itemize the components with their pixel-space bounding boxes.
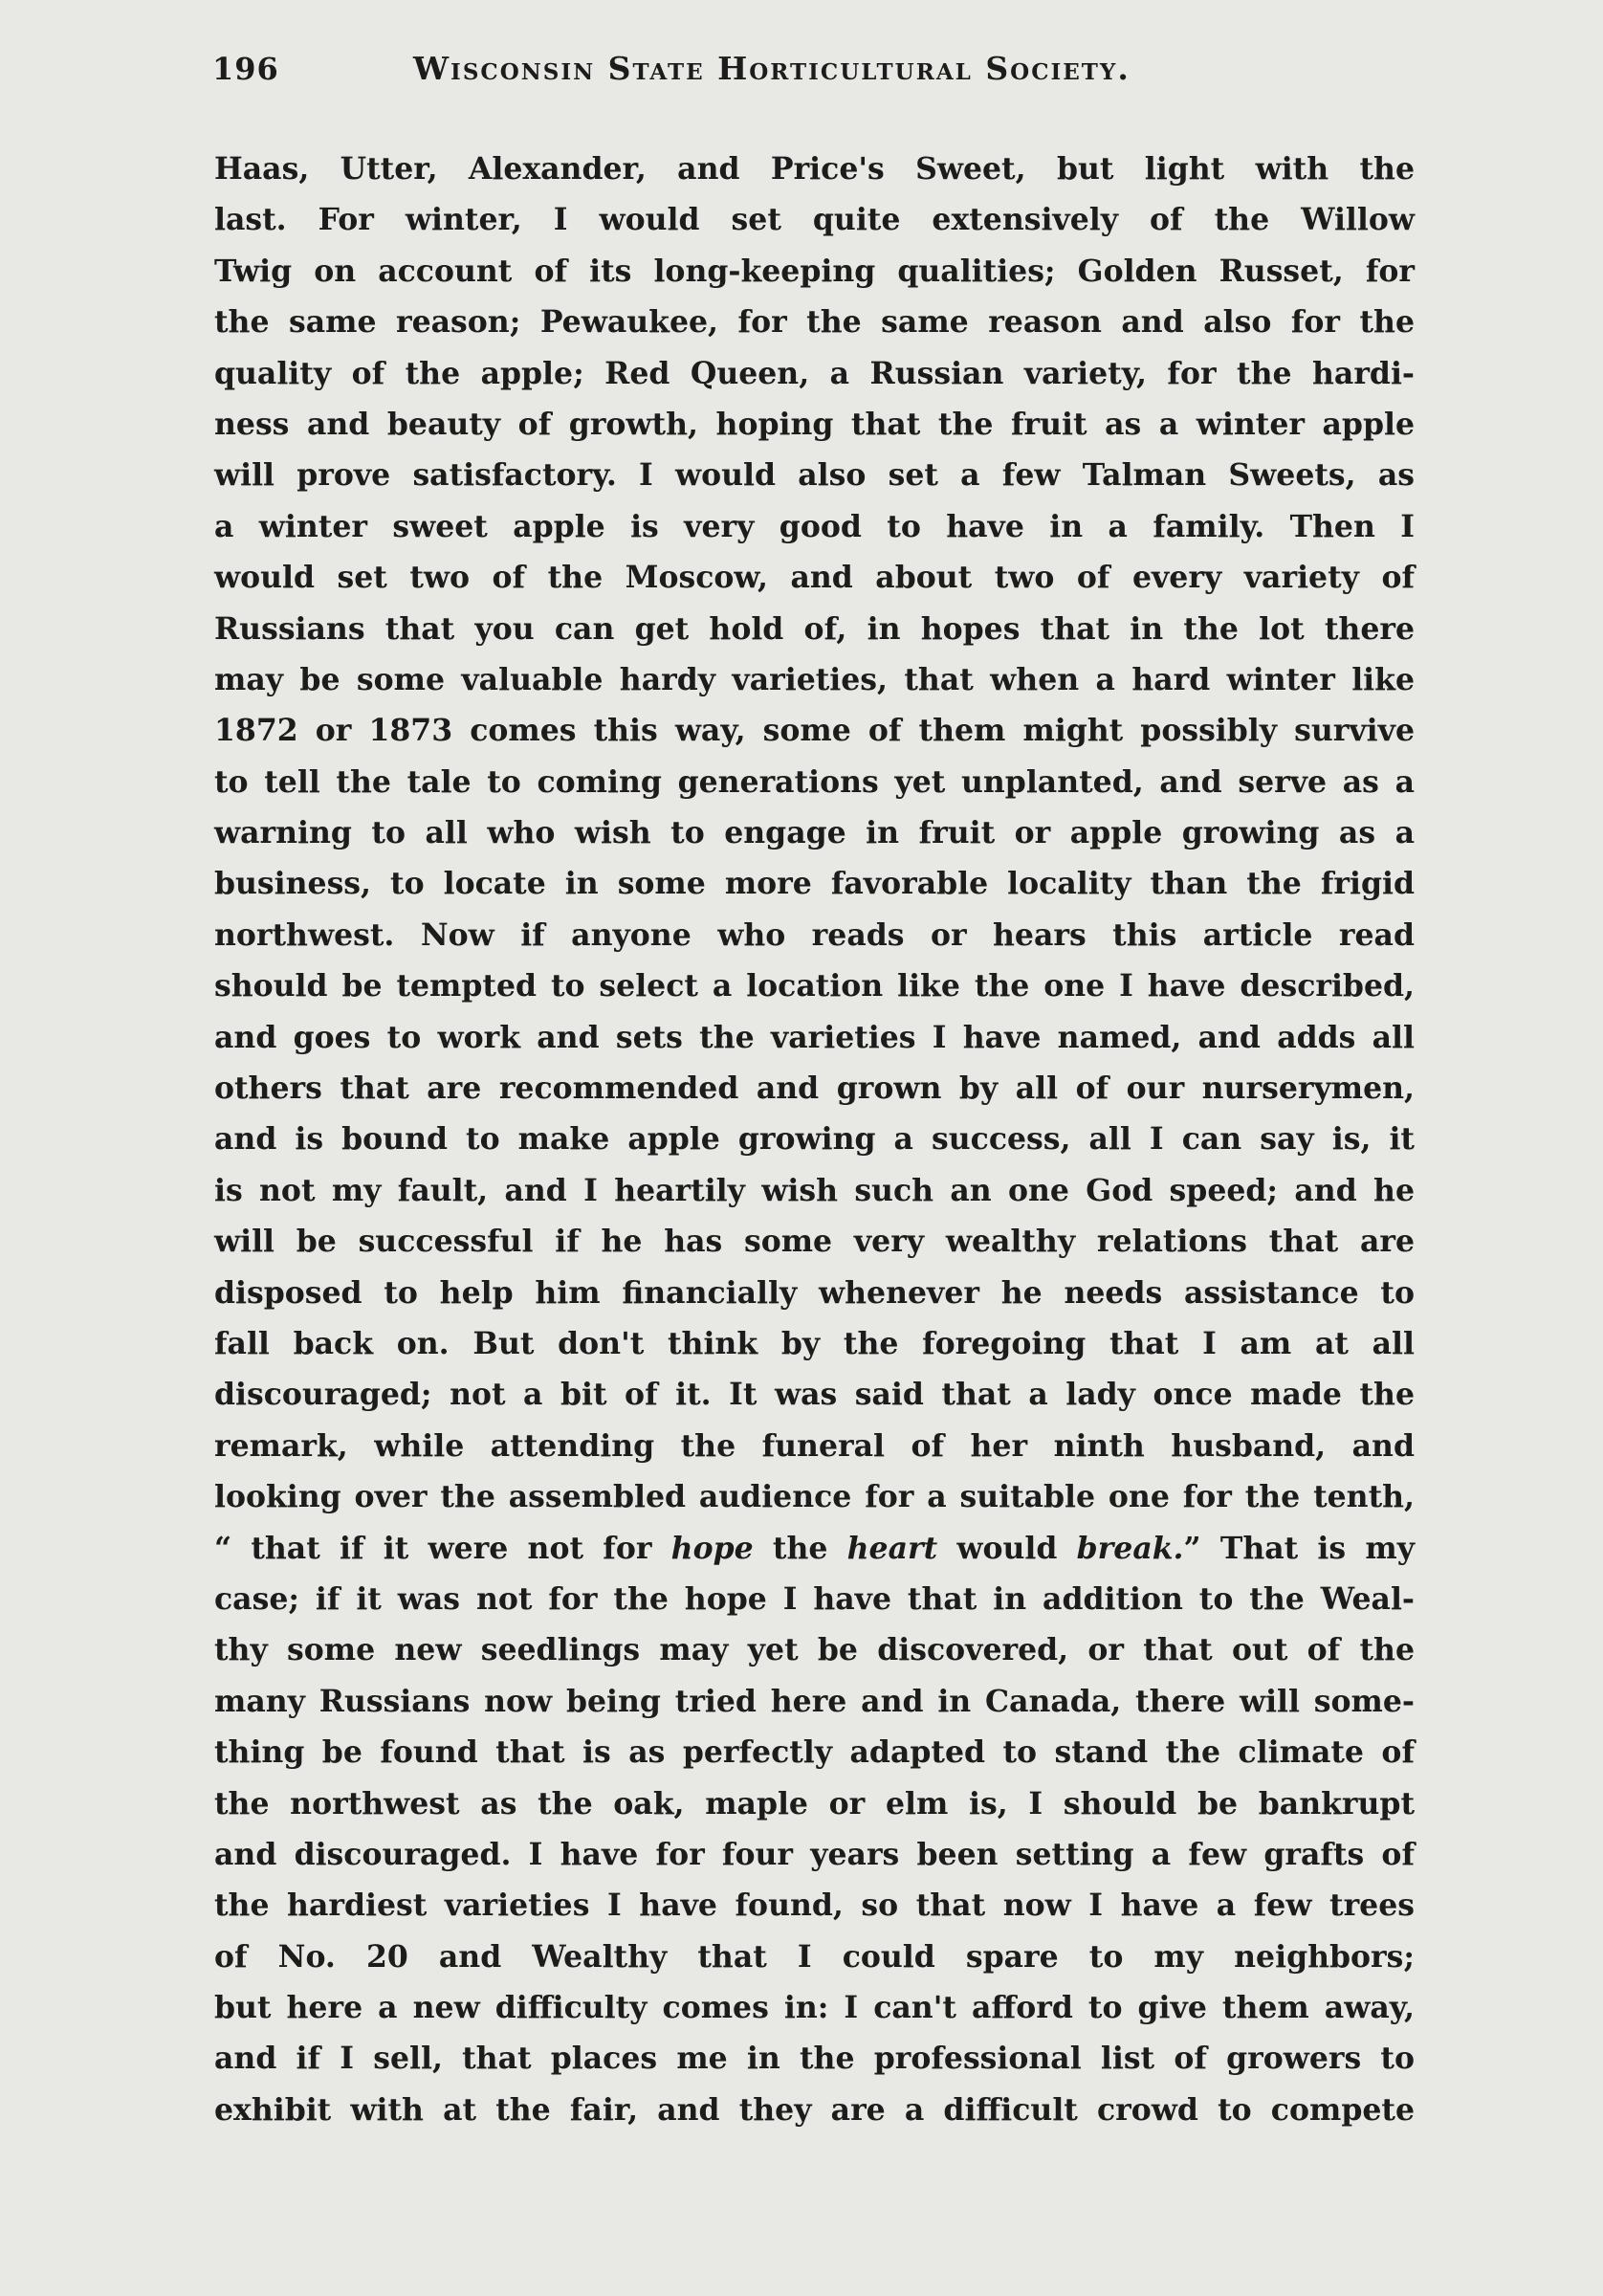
text-line: thy some new seedlings may yet be discovered, or that out of the [214, 1632, 1415, 1668]
text-line: of No. 20 and Wealthy that I could spare to my neighbors; [214, 1938, 1415, 1975]
text-line: quality of the apple; Red Queen, a Russian variety, for the hardi- [214, 355, 1415, 391]
text-line: may be some valuable hardy varieties, that when a hard winter like [214, 661, 1415, 697]
text-line: will be successful if he has some very wealthy relations that are [214, 1224, 1415, 1260]
text-line: exhibit with at the fair, and they are a difficult crowd to compete [214, 2091, 1415, 2128]
text-line: Russians that you can get hold of, in hopes that in the lot there [214, 610, 1415, 647]
text-line: others that are recommended and grown by all of our nurserymen, [214, 1071, 1415, 1107]
text-line: disposed to help him financially whenever he needs assistance to [214, 1274, 1415, 1311]
running-head [212, 50, 1417, 107]
text-line: and goes to work and sets the varieties I have named, and adds all [214, 1019, 1415, 1055]
text-line: is not my fault, and I heartily wish such an one God speed; and he [214, 1172, 1415, 1208]
text-line: Twig on account of its long-keeping qualities; Golden Russet, for [214, 253, 1415, 289]
text-line: fall back on. But don't think by the foregoing that I am at all [214, 1325, 1415, 1361]
text-line: should be tempted to select a location like the one I have described, [214, 968, 1415, 1004]
text-line: and discouraged. I have for four years been setting a few grafts of [214, 1836, 1415, 1872]
text-line: the same reason; Pewaukee, for the same reason and also for the [214, 304, 1415, 341]
text-line: would set two of the Moscow, and about two of every variety of [214, 560, 1415, 596]
running-title: Wisconsin State Horticultural Society. [413, 50, 1131, 87]
page-number: 196 [212, 51, 279, 87]
text-line: case; if it was not for the hope I have that in addition to the Weal- [214, 1580, 1415, 1617]
text-line: “ that if it were not for hope the heart would break.” That is my [214, 1530, 1416, 1566]
text-line: to tell the tale to coming generations yet unplanted, and serve as a [214, 763, 1415, 800]
text-line: business, to locate in some more favorable locality than the frigid [214, 866, 1415, 902]
text-line: the hardiest varieties I have found, so that now I have a few trees [214, 1888, 1415, 1924]
text-line: Haas, Utter, Alexander, and Price's Sweet, but light with the [214, 151, 1415, 187]
text-line: looking over the assembled audience for a suitable one for the tenth, [214, 1479, 1415, 1515]
text-line: northwest. Now if anyone who reads or hears this article read [214, 916, 1415, 953]
text-line: ness and beauty of growth, hoping that the fruit as a winter apple [214, 406, 1415, 442]
text-line: the northwest as the oak, maple or elm is, I should be bankrupt [214, 1785, 1415, 1821]
text-line: and is bound to make apple growing a success, all I can say is, it [214, 1121, 1415, 1158]
text-line: but here a new difficulty comes in: I can't afford to give them away, [214, 1990, 1415, 2026]
body-text [214, 144, 1415, 2162]
text-line: will prove satisfactory. I would also set a few Talman Sweets, as [214, 457, 1415, 494]
text-line: remark, while attending the funeral of her ninth husband, and [214, 1427, 1415, 1464]
text-line: discouraged; not a bit of it. It was said that a lady once made the [214, 1377, 1415, 1413]
text-line: last. For winter, I would set quite extensively of the Willow [214, 202, 1415, 238]
text-line: warning to all who wish to engage in fruit or apple growing as a [214, 815, 1415, 851]
text-line: a winter sweet apple is very good to have in a family. Then I [214, 508, 1415, 544]
text-line: thing be found that is as perfectly adapted to stand the climate of [214, 1734, 1415, 1771]
text-line: many Russians now being tried here and in Canada, there will some- [214, 1683, 1415, 1719]
text-line: and if I sell, that places me in the professional list of growers to [214, 2041, 1415, 2077]
text-line: 1872 or 1873 comes this way, some of them might possibly survive [214, 713, 1415, 749]
